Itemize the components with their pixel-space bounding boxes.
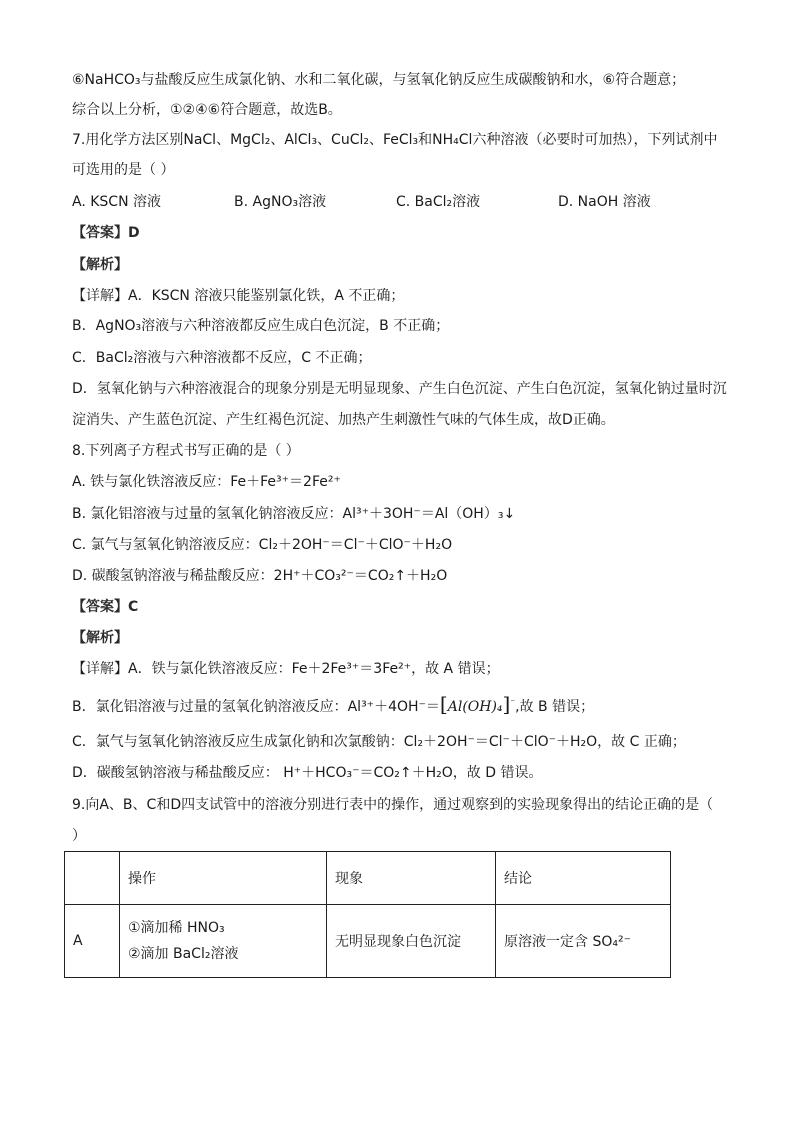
option-d: D. 碳酸氢钠溶液与稀盐酸反应：2H⁺＋CO₃²⁻＝CO₂↑＋H₂O <box>72 568 448 584</box>
text-line: 综合以上分析，①②④⑥符合题意，故选B。 <box>72 102 342 118</box>
complex-ion-formula: Al(OH)₄ <box>447 699 503 715</box>
conclusion-cell: 原溶液一定含 SO₄²⁻ <box>496 905 671 978</box>
question-8-stem: 8.下列离子方程式书写正确的是（ ） <box>72 443 300 459</box>
operation-step: ①滴加稀 HNO₃ <box>128 920 225 936</box>
analysis-label: 【解析】 <box>72 257 128 273</box>
question-7-options <box>72 192 732 212</box>
table-row <box>65 905 671 978</box>
answer-label: 【答案】C <box>72 599 139 615</box>
explanation-line: C．BaCl₂溶液与六种溶液都不反应，C 不正确； <box>72 350 372 366</box>
option-a: A. KSCN 溶液 <box>72 194 161 210</box>
ion-charge: ⁻ <box>510 698 516 709</box>
analysis-label: 【解析】 <box>72 630 128 646</box>
explanation-line: 【详解】A．铁与氯化铁溶液反应：Fe＋2Fe³⁺＝3Fe²⁺，故 A 错误； <box>72 661 500 677</box>
text-line: ⑥NaHCO₃与盐酸反应生成氯化钠、水和二氧化碳，与氢氧化钠反应生成碳酸钠和水，⑥符合题意； <box>72 72 686 88</box>
row-label-cell: A <box>65 905 120 978</box>
option-b: B. 氯化铝溶液与过量的氢氧化钠溶液反应：Al³⁺＋3OH⁻＝Al（OH）₃↓ <box>72 506 516 522</box>
question-9-stem: 9.向A、B、C和D四支试管中的溶液分别进行表中的操作，通过观察到的实验现象得出的结论正确的是（ <box>72 797 714 813</box>
option-c: C. 氯气与氢氧化钠溶液反应：Cl₂＋2OH⁻＝Cl⁻＋ClO⁻＋H₂O <box>72 537 453 553</box>
question-7-stem: 7.用化学方法区别NaCl、MgCl₂、AlCl₃、CuCl₂、FeCl₃和NH₄Cl六种溶液（必要时可加热），下列试剂中 <box>72 132 718 148</box>
left-bracket: [ <box>439 692 448 716</box>
question-9-stem-cont: ） <box>72 828 86 844</box>
explanation-line: B．AgNO₃溶液与六种溶液都反应生成白色沉淀，B 不正确； <box>72 318 450 334</box>
option-b: B. AgNO₃溶液 <box>234 194 327 210</box>
right-bracket: ] <box>502 692 511 716</box>
formula-suffix: ,故 B 错误； <box>515 699 595 715</box>
answer-label: 【答案】D <box>72 225 140 241</box>
formula-prefix: B．氯化铝溶液与过量的氢氧化钠溶液反应：Al³⁺＋4OH⁻＝ <box>72 699 440 715</box>
header-cell: 结论 <box>496 852 671 905</box>
header-cell: 现象 <box>327 852 496 905</box>
header-cell <box>65 852 120 905</box>
question-7-stem-cont: 可选用的是（ ） <box>72 162 175 178</box>
explanation-line: D．氢氧化钠与六种溶液混合的现象分别是无明显现象、产生白色沉淀、产生白色沉淀，氢氧化钠过量时沉 <box>72 381 727 397</box>
explanation-line: 淀消失、产生蓝色沉淀、产生红褐色沉淀、加热产生刺激性气味的气体生成，故D正确。 <box>72 412 615 428</box>
explanation-line: 【详解】A．KSCN 溶液只能鉴别氯化铁，A 不正确； <box>72 288 405 304</box>
operation-step: ②滴加 BaCl₂溶液 <box>128 946 239 962</box>
table-header-row <box>65 852 671 905</box>
operation-cell <box>120 905 327 978</box>
option-c: C. BaCl₂溶液 <box>396 194 481 210</box>
phenomenon-cell: 无明显现象白色沉淀 <box>327 905 496 978</box>
option-d: D. NaOH 溶液 <box>558 194 651 210</box>
option-a: A. 铁与氯化铁溶液反应：Fe＋Fe³⁺＝2Fe²⁺ <box>72 474 341 490</box>
explanation-line: C．氯气与氢氧化钠溶液反应生成氯化钠和次氯酸钠：Cl₂＋2OH⁻＝Cl⁻＋ClO⁻＋H₂O，故 C 正确； <box>72 734 686 750</box>
experiment-table <box>64 851 671 978</box>
explanation-line-with-formula <box>72 694 732 717</box>
header-cell: 操作 <box>120 852 327 905</box>
explanation-line: D．碳酸氢钠溶液与稀盐酸反应： H⁺＋HCO₃⁻＝CO₂↑＋H₂O，故 D 错误。 <box>72 765 543 781</box>
